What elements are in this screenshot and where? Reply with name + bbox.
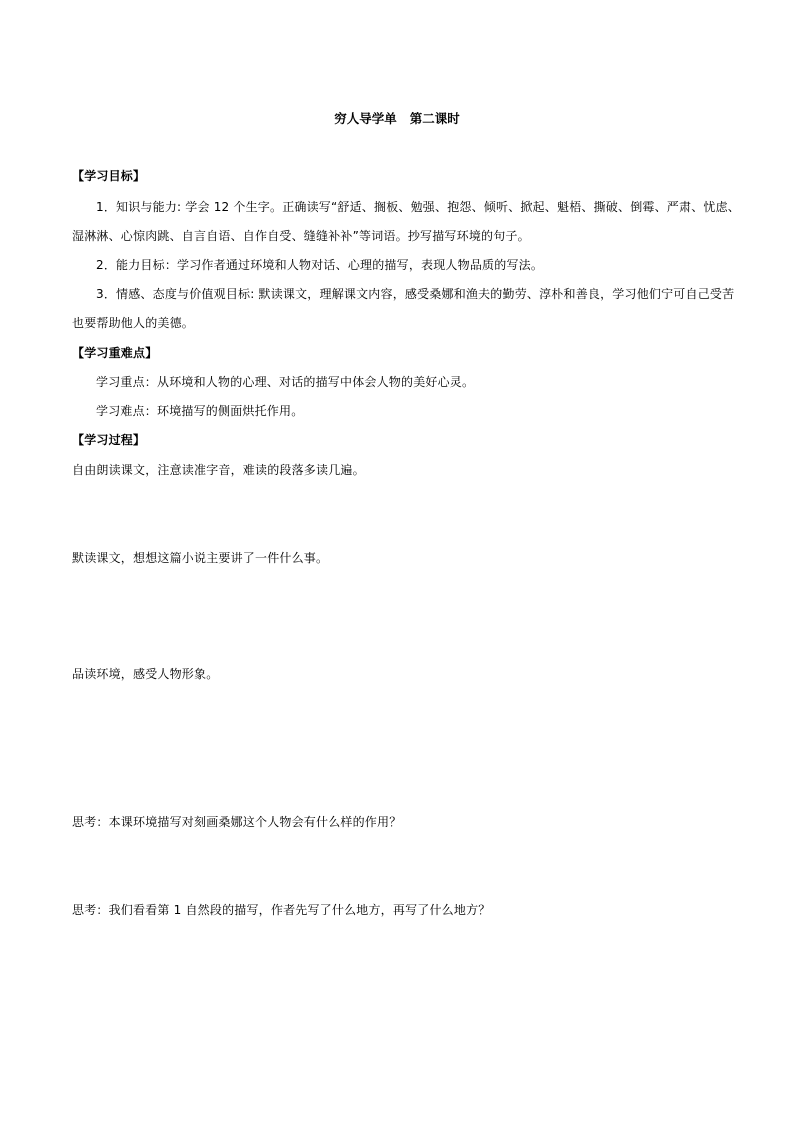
think-question-1: 思考：本课环境描写对刻画桑娜这个人物会有什么样的作用？: [72, 815, 402, 829]
objective-item-2: 2．能力目标：学习作者通过环境和人物对话、心理的描写，表现人物品质的写法。: [96, 258, 544, 272]
key-point-difficulty: 学习难点：环境描写的侧面烘托作用。: [96, 404, 304, 418]
key-point-focus: 学习重点：从环境和人物的心理、对话的描写中体会人物的美好心灵。: [96, 375, 475, 389]
document-title: 穷人导学单 第二课时: [334, 111, 460, 126]
process-step-1: 自由朗读课文，注意读准字音，难读的段落多读几遍。: [72, 463, 365, 477]
process-step-2: 默读课文，想想这篇小说主要讲了一件什么事。: [72, 551, 329, 565]
process-step-3: 品读环境，感受人物形象。: [72, 667, 219, 681]
objective-item-1-line-1: 1．知识与能力: 学会 12 个生字。正确读写“舒适、搁板、勉强、抱怨、倾听、掀起、魁梧、撕破、倒霉、严肃、忧虑、: [96, 200, 741, 214]
objective-item-3-line-2: 也要帮助他人的美德。: [72, 316, 195, 330]
objectives-heading: 【学习目标】: [72, 169, 146, 183]
think-question-2: 思考：我们看看第 1 自然段的描写，作者先写了什么地方，再写了什么地方？: [72, 903, 491, 917]
objective-item-1-line-2: 湿淋淋、心惊肉跳、自言自语、自作自受、缝缝补补”等词语。抄写描写环境的句子。: [72, 229, 530, 243]
objective-item-3-line-1: 3．情感、态度与价值观目标: 默读课文，理解课文内容，感受桑娜和渔夫的勤劳、淳朴和善良，学习他们宁可自己受苦: [96, 287, 735, 301]
process-heading: 【学习过程】: [72, 433, 146, 447]
key-points-heading: 【学习重难点】: [72, 346, 158, 360]
